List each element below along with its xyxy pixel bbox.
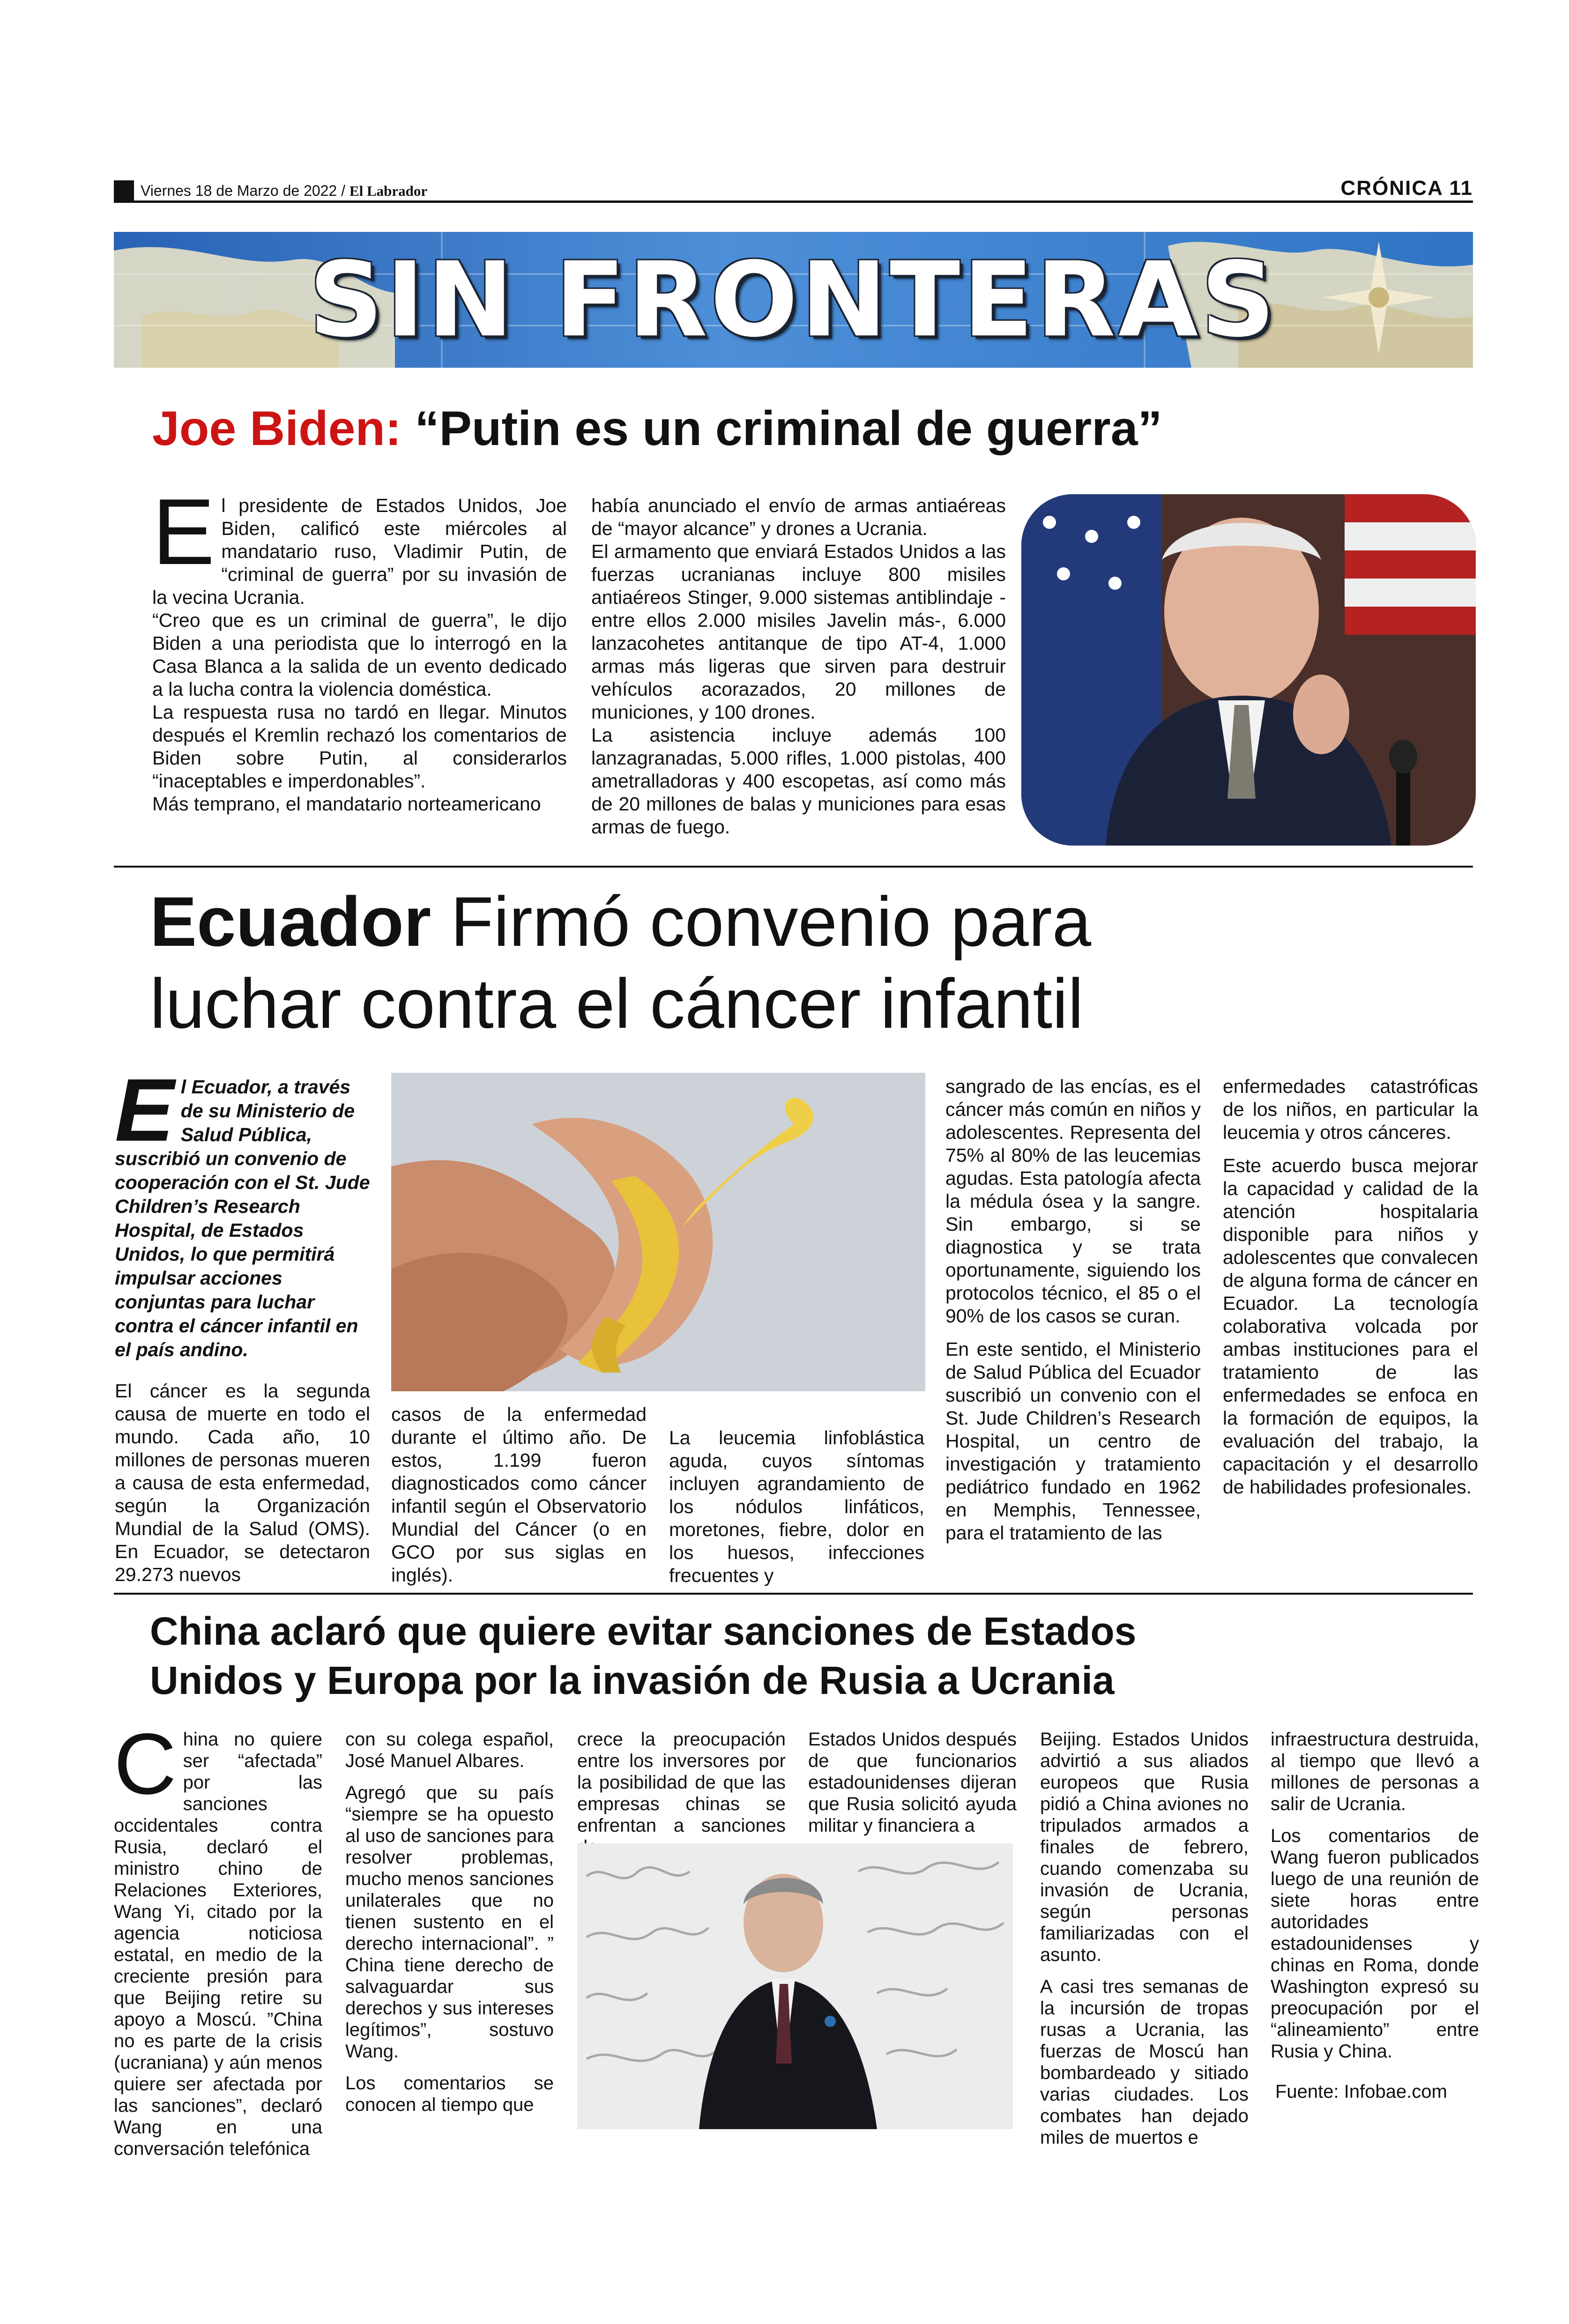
article3-column-2	[345, 1729, 554, 2116]
article3-column-3	[577, 1729, 786, 1858]
article3-headline-line2: Unidos y Europa por la invasión de Rusia a Ucrania	[150, 1658, 1115, 1702]
article2-paragraph: casos de la enfermedad durante el último año. De estos, 1.199 fueron diagnosticados como cáncer infantil según el Observatorio Mundial del Cáncer (o en GCO por sus siglas en inglés).	[391, 1403, 647, 1586]
article1-paragraph: “Creo que es un criminal de guerra”, le dijo Biden a una periodista que lo interrogó en la Casa Blanca a la salida de un evento dedicado a la lucha contra la violencia doméstica.	[152, 609, 567, 700]
article1-paragraph: El armamento que enviará Estados Unidos a las fuerzas ucranianas incluye 800 misiles antiaéreos Stinger, 9.000 sistemas antiblindaje -entre ellos 2.000 misiles Javelin más-, 6.000 lanzacohetes antitanque de tipo AT-4, 1.000 armas más ligeras que sirven para destruir vehículos acorazados, 20 millones de municiones, y 100 drones.	[591, 541, 1006, 723]
article1-paragraph: había anunciado el envío de armas antiaéreas de “mayor alcance” y drones a Ucrania.	[591, 495, 1006, 539]
article2-column-4	[945, 1075, 1201, 1544]
article2-lead-text: l Ecuador, a través de su Ministerio de Salud Pública, suscribió un convenio de cooperación con el St. Jude Children’s Research Hospital, de Estados Unidos, lo que permitirá impulsar acciones conjuntas para luchar contra el cáncer infantil en el país andino.	[115, 1076, 370, 1360]
article3-paragraph: hina no quiere ser “afectada” por las sanciones occidentales contra Rusia, declaró el ministro chino de Relaciones Exteriores, Wang Yi, citado por la agencia noticiosa estatal, en medio de la creciente presión para que Beijing retire su apoyo a Moscú. ”China no es parte de la crisis (ucraniana) y aún menos quiere ser afectada por las sanciones”, declaró Wang en una conversación telefónica	[114, 1729, 322, 2159]
header-paper-name: El Labrador	[349, 183, 428, 199]
article2-paragraph: Este acuerdo busca mejorar la capacidad y calidad de la atención hospitalaria disponible para niños y adolescentes que convalecen de alguna forma de cáncer en Ecuador. La tecnología colaborativa volcada por ambas instituciones para el tratamiento de las enfermedades se enfoca en la formación de equipos, la evaluación del trabajo, la capacitación y el desarrollo de habilidades profesionales.	[1223, 1155, 1478, 1498]
header-rule	[114, 200, 1473, 203]
article1-headline	[152, 398, 1473, 459]
biden-photo	[1021, 494, 1476, 846]
article2-headline-rest: Firmó convenio para	[450, 882, 1092, 961]
wang-yi-photo	[577, 1843, 1013, 2129]
article3-paragraph: Los comentarios se conocen al tiempo que	[345, 2073, 554, 2115]
header-square-marker	[114, 180, 134, 200]
article2-column-2	[391, 1403, 647, 1587]
article3-paragraph: infraestructura destruida, al tiempo que llevó a millones de personas a salir de Ucrania.	[1271, 1729, 1479, 1814]
yellow-ribbon-photo	[391, 1073, 925, 1391]
article3-dropcap: C	[114, 1716, 177, 1812]
header-date-line	[141, 180, 427, 201]
article1-headline-quote: “Putin es un criminal de guerra”	[415, 401, 1162, 456]
article3-paragraph: Beijing. Estados Unidos advirtió a sus aliados europeos que Rusia pidió a China aviones no tripulados armados a finales de febrero, cuando comenzaba su invasión de Ucrania, según personas familiarizadas con el asunto.	[1040, 1729, 1249, 1965]
article2-paragraph: sangrado de las encías, es el cáncer más común en niños y adolescentes. Representa del 75% al 80% de las leucemias agudas. Esta patología afecta la médula ósea y la sangre. Sin embargo, si se diagnostica y se trata oportunamente, siguiendo los protocolos técnico, el 85 o el 90% de los casos se curan.	[945, 1076, 1201, 1327]
article2-headline	[150, 881, 1415, 1045]
article2-headline-line1	[150, 881, 1415, 963]
header-section	[1341, 177, 1473, 200]
article1-paragraph: La respuesta rusa no tardó en llegar. Minutos después el Kremlin rechazó los comentarios de Biden sobre Putin, al considerarlos “inaceptables e imperdonables”.	[152, 701, 567, 792]
wang-photo-graphic	[577, 1843, 1013, 2129]
header-date: Viernes 18 de Marzo de 2022	[141, 182, 337, 199]
article2-paragraph: El cáncer es la segunda causa de muerte en todo el mundo. Cada año, 10 millones de personas mueren a causa de esta enfermedad, según la Organización Mundial de la Salud (OMS). En Ecuador, se detectaron 29.273 nuevos	[115, 1380, 370, 1585]
article3-column-5	[1040, 1729, 1249, 2148]
article2-column-1	[115, 1380, 370, 1586]
article2-column-5	[1223, 1075, 1478, 1499]
section-banner	[114, 232, 1473, 368]
article3-paragraph: Los comentarios de Wang fueron publicados luego de una reunión de siete horas entre autoridades estadounidenses y chinas en Roma, donde Washington expresó su preocupación por el “alineamiento” entre Rusia y China.	[1271, 1826, 1479, 2062]
article3-source: Fuente: Infobae.com	[1275, 2081, 1447, 2102]
header-separator: /	[341, 182, 346, 199]
banner-title: SIN FRONTERAS	[309, 240, 1278, 360]
article1-column-2	[591, 494, 1006, 839]
article3-column-1	[114, 1716, 322, 2160]
ribbon-photo-graphic	[391, 1073, 925, 1391]
article-divider	[114, 1593, 1473, 1595]
article3-headline	[150, 1607, 1438, 1705]
article3-paragraph: crece la preocupación entre los inversores por la posibilidad de que las empresas chinas se enfrentan a sanciones	[577, 1729, 786, 1836]
biden-photo-graphic	[1021, 494, 1476, 846]
article2-lead	[115, 1061, 370, 1362]
article1-paragraph: La asistencia incluye además 100 lanzagranadas, 5.000 rifles, 1.000 pistolas, 400 ametralladoras y 400 escopetas, así como más de 20 millones de balas y municiones para esas armas de fuego.	[591, 724, 1006, 838]
article-divider	[114, 866, 1473, 868]
section-name: CRÓNICA	[1340, 177, 1443, 200]
article2-paragraph: enfermedades catastróficas de los niños, en particular la leucemia y otros cánceres.	[1223, 1076, 1478, 1143]
article2-dropcap: E	[115, 1061, 174, 1160]
article2-paragraph: La leucemia linfoblástica aguda, cuyos síntomas incluyen agrandamiento de los nódulos linfáticos, moretones, fiebre, dolor en los huesos, infecciones frecuentes y	[669, 1427, 924, 1586]
article1-headline-lead: Joe Biden:	[152, 401, 402, 456]
article2-headline-lead: Ecuador	[150, 882, 431, 961]
article1-dropcap: E	[152, 480, 215, 584]
article1-paragraph: l presidente de Estados Unidos, Joe Biden, calificó este miércoles al mandatario ruso, Vladimir Putin, de “criminal de guerra” por su invasión de la vecina Ucrania.	[152, 495, 567, 608]
article3-column-4	[808, 1729, 1017, 1836]
article3-column-6	[1271, 1729, 1479, 2102]
article3-paragraph: con su colega español, José Manuel Albares.	[345, 1729, 554, 1771]
article3-paragraph: A casi tres semanas de la incursión de tropas rusas a Ucrania, las fuerzas de Moscú han bombardeado y sitiado varias ciudades. Los combates han dejado miles de muertos e	[1040, 1976, 1249, 2148]
article1-column-1	[152, 480, 567, 816]
article3-paragraph: Agregó que su país “siempre se ha opuesto al uso de sanciones para resolver problemas, mucho menos sanciones unilaterales que no tienen sustento en el derecho internacional”. ” China tiene derecho de salvaguardar sus derechos y sus intereses legítimos”, sostuvo Wang.	[345, 1782, 554, 2062]
article3-paragraph: Estados Unidos después de que funcionarios estadounidenses dijeran que Rusia solicitó ayuda militar y financiera a	[808, 1729, 1017, 1836]
page-number: 11	[1449, 177, 1473, 200]
article2-headline-line2: luchar contra el cáncer infantil	[150, 964, 1084, 1043]
article3-headline-line1: China aclaró que quiere evitar sanciones de Estados	[150, 1609, 1137, 1653]
article2-column-3	[669, 1426, 924, 1587]
article2-paragraph: En este sentido, el Ministerio de Salud Pública del Ecuador suscribió un convenio con el St. Jude Children’s Research Hospital, un centro de investigación y tratamiento pediátrico fundado en 1962 en Memphis, Tennessee, para el tratamiento de las	[945, 1338, 1201, 1544]
article1-paragraph: Más temprano, el mandatario norteamericano	[152, 793, 541, 815]
